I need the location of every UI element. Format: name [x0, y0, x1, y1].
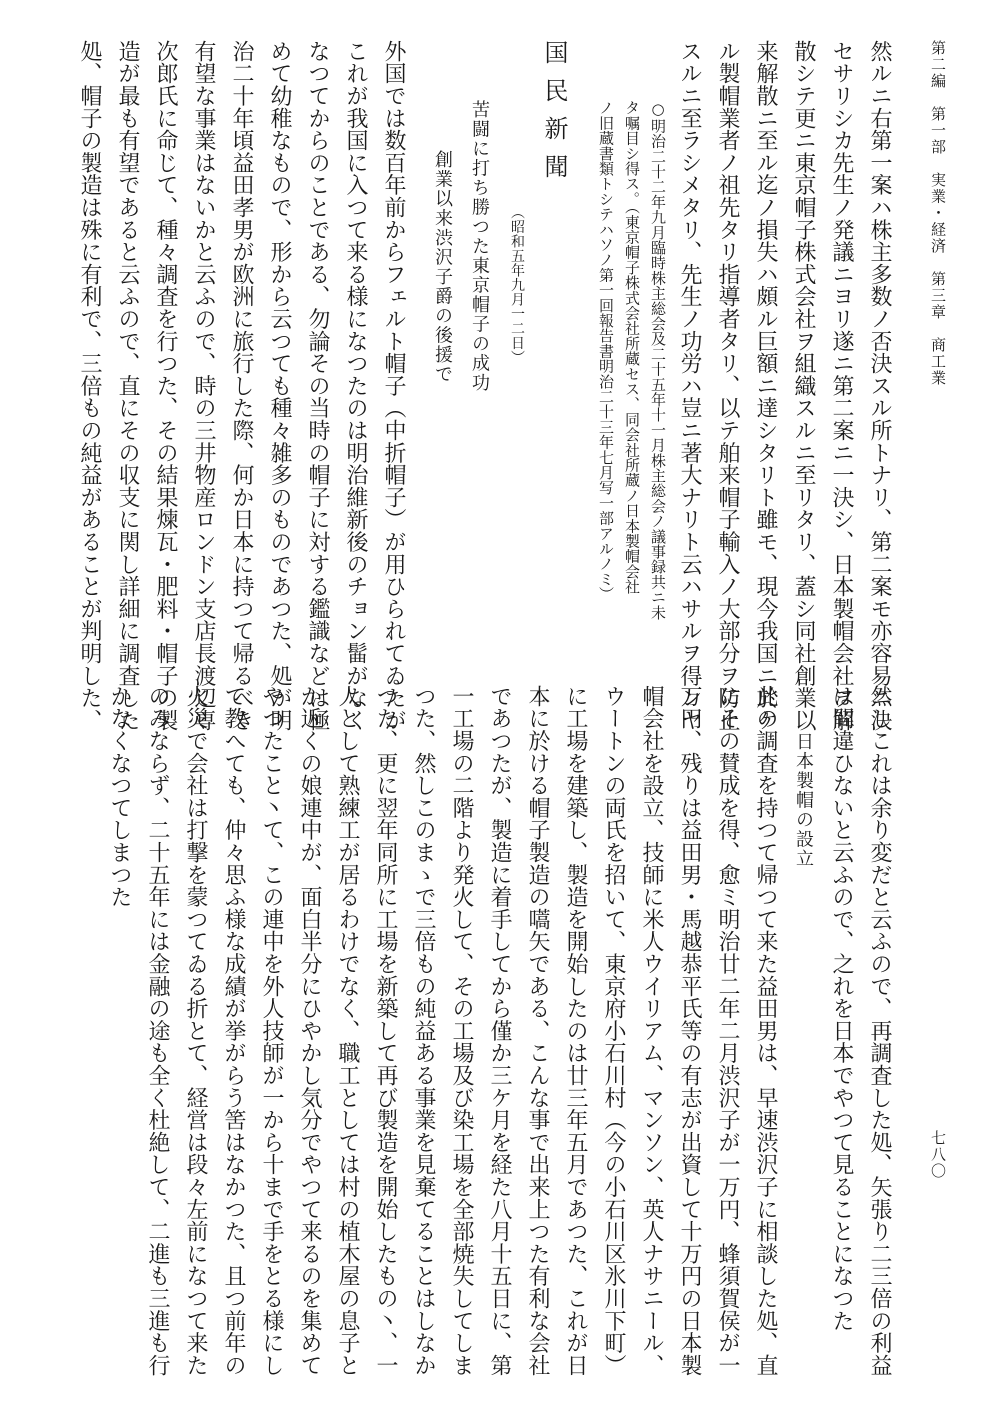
text-line: かなくなつてしまつた	[107, 685, 132, 908]
text-line: なつてからのことである、勿論その当時の帽子に対する鑑識などは極	[305, 40, 330, 732]
text-line: 此の調査を持つて帰つて来た益田男は、早速渋沢子に相談した処、直	[753, 685, 778, 1377]
text-line: 治二十年頃益田孝男が欧洲に旅行した際、何か日本に持つて帰るべき	[229, 40, 254, 732]
running-head: 第二編 第一部 実業・経済 第三章 商工業	[929, 40, 947, 387]
text-line: つた、然しこのまゝで三倍もの純益ある事業を見棄てることはしなか	[411, 685, 436, 1377]
section-heading: 日本製帽の設立	[793, 732, 814, 869]
text-line: 次郎氏に命じて、種々調査を行つた、その結果煉瓦・肥料・帽子の製	[153, 40, 178, 732]
article-subheading: 創業以来渋沢子爵の後援で	[432, 150, 453, 384]
article-date: （昭和五年九月一二日）	[509, 205, 525, 365]
text-line: 人として熟練工が居るわけでなく、職工としては村の植木屋の息子と	[335, 685, 360, 1377]
text-line: 本に於ける帽子製造の嚆矢である、こんな事で出来上つた有利な会社	[525, 685, 550, 1377]
text-line: 火災で会社は打撃を蒙つてゐる折とて、経営は段々左前になつて来た	[183, 685, 208, 1377]
text-line: 帽会社を設立、技師に米人ウイリアム、マンソン、英人ナサニール、	[639, 685, 664, 1377]
text-line: 外国では数百年前からフェルト帽子（中折帽子）が用ひられてゐたが	[381, 40, 406, 732]
text-line: めて幼稚なもので、形から云つても種々雑多のものであつた、処が明	[267, 40, 292, 732]
note-line: ノ旧蔵書類トシテハソノ第一回報告書明治二十三年七月写一部アルノミ）	[597, 100, 615, 602]
text-line: か近くの娘連中が、面白半分にひやかし気分でやつて来るのを集めて	[297, 685, 322, 1377]
text-line: 散シテ更ニ東京帽子株式会社ヲ組織スルニ至リタリ、蓋シ同社創業以	[791, 40, 816, 732]
text-line: は間違ひないと云ふので、之れを日本でやつて見ることになつた	[829, 685, 854, 1332]
text-line: 然ルニ右第一案ハ株主多数ノ否決スル所トナリ、第二案モ亦容易ニ決	[867, 40, 892, 732]
text-line: 造が最も有望であると云ふので、直にその収支に関し詳細に調査した	[115, 40, 140, 732]
text-line: ル製帽業者ノ祖先タリ指導者タリ、以テ舶来帽子輸入ノ大部分ヲ防止	[715, 40, 740, 732]
text-line: やつたこと丶て、この連中を外人技師が一から十まで手をとる様にし	[259, 685, 284, 1377]
article-title: 国民新聞	[540, 40, 568, 192]
note-line: タ嘱目シ得ス。（東京帽子株式会社所蔵セス、同会社所蔵ノ日本製帽会社	[623, 100, 641, 595]
text-line: これが我国に入つて来る様になつたのは明治維新後のチョン髷がなく	[343, 40, 368, 732]
text-line: つた、更に翌年同所に工場を新築して再び製造を開始したもの丶、一	[373, 685, 398, 1377]
text-line: にその賛成を得、愈ミ明治廿二年二月渋沢子が一万円、蜂須賀侯が一	[715, 685, 740, 1377]
text-line: セサリシカ先生ノ発議ニヨリ遂ニ第二案ニ一決シ、日本製帽会社ヲ解	[829, 40, 854, 732]
text-line: ウートンの両氏を招いて、東京府小石川村（今の小石川区氷川下町）	[601, 685, 626, 1377]
text-line: 有望な事業はないかと云ふので、時の三井物産ロンドン支店長渡辺専	[191, 40, 216, 732]
text-line: 来解散ニ至ル迄ノ損失ハ頗ル巨額ニ達シタリト雖モ、現今我国ニ於ケ	[753, 40, 778, 732]
text-line: 然しこれは余り変だと云ふので、再調査した処、矢張り二三倍の利益	[867, 685, 892, 1377]
text-line: のみならず、二十五年には金融の途も全く杜絶して、二進も三進も行	[145, 685, 170, 1377]
text-line: 処、帽子の製造は殊に有利で、三倍もの純益があることが判明した、	[77, 40, 102, 732]
text-line: 一工場の二階より発火して、その工場及び染工場を全部焼失してしま	[449, 685, 474, 1377]
page-number: 七八〇	[929, 1130, 947, 1180]
text-line: であつたが、製造に着手してから僅か三ケ月を経た八月十五日に、第	[487, 685, 512, 1377]
text-line: スルニ至ラシメタリ、先生ノ功労ハ豈ニ著大ナリト云ハサルヲ得ンヤ	[677, 40, 702, 732]
text-line: 万円、残りは益田男・馬越恭平氏等の有志が出資して十万円の日本製	[677, 685, 702, 1377]
text-line: に工場を建築し、製造を開始したのは廿三年五月であつた、これが日	[563, 685, 588, 1377]
note-line: ○明治二十二年九月臨時株主総会及二十五年十一月株主総会ノ議事録共ニ未	[649, 100, 667, 620]
text-line: て教へても、仲々思ふ様な成績が挙がらう筈はなかつた、且つ前年の	[221, 685, 246, 1377]
article-subheading: 苦闘に打ち勝つた東京帽子の成功	[469, 100, 490, 393]
